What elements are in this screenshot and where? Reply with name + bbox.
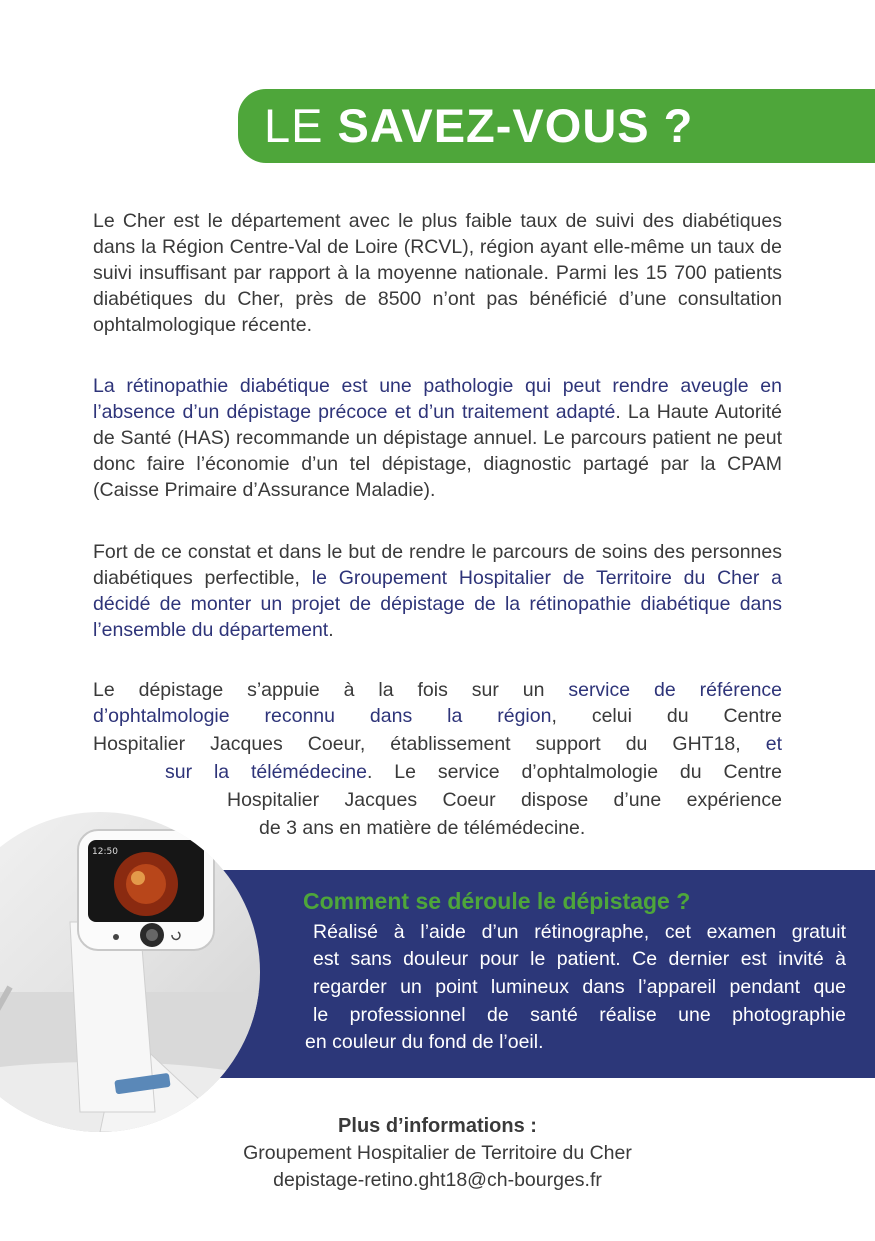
footer-title: Plus d’informations :	[338, 1115, 537, 1137]
screening-line-4	[165, 759, 782, 785]
screening-line-3	[93, 731, 782, 757]
how-it-works-line: en couleur du fond de l’oeil.	[305, 1031, 544, 1053]
how-it-works-line: est sans douleur pour le patient. Ce dernier est invité à	[313, 948, 846, 970]
screening-line-3-highlight: et	[765, 733, 782, 755]
footer-organization: Groupement Hospitalier de Territoire du Cher	[243, 1142, 632, 1164]
retinopathy-rest: . La Haute Autorité de Santé (HAS) recommande un dépistage annuel. Le parcours patient ne peut donc faire l’économie d’un tel dépistage, diagnostic partagé par la CPAM (Caisse Primaire d’Assurance Maladie).	[93, 401, 782, 501]
screening-line-4-highlight: sur la télémédecine	[165, 761, 367, 783]
paragraph-context: Le Cher est le département avec le plus faible taux de suivi des diabétiques dans la Région Centre-Val de Loire (RCVL), région ayant elle-même un taux de suivi insuffisant par rapport à la moyenne nationale. Parmi les 15 700 patients diabétiques du Cher, près de 8500 n’ont pas bénéficié d’une consultation ophtalmologique récente.	[93, 210, 782, 336]
screening-line-1	[93, 677, 782, 703]
title-banner	[238, 89, 875, 163]
screening-line-5: Hospitalier Jacques Coeur dispose d’une expérience	[227, 789, 782, 811]
screening-line-1-highlight: service de référence	[568, 679, 783, 701]
screening-line-4-text: . Le service d’ophtalmologie du Centre	[367, 761, 783, 783]
how-it-works-line: regarder un point lumineux dans l’appareil pendant que	[313, 976, 846, 998]
retinograph-photo	[0, 812, 260, 1132]
screening-line-1-text: Le dépistage s’appuie à la fois sur un	[93, 679, 569, 701]
title-prefix: LE	[264, 99, 338, 152]
retinograph-device-illustration	[0, 812, 260, 1132]
screening-line-3-text: Hospitalier Jacques Coeur, établissement support du GHT18,	[93, 733, 766, 755]
screening-line-2-highlight: d’ophtalmologie reconnu dans la région	[93, 705, 552, 727]
how-it-works-line: le professionnel de santé réalise une photographie	[313, 1004, 846, 1026]
device-screen-time: 12:50	[92, 847, 118, 857]
how-it-works-line: Réalisé à l’aide d’un rétinographe, cet examen gratuit	[313, 921, 846, 943]
project-highlight: le Groupement Hospitalier de Territoire du Cher a décidé de monter un projet de dépistage de la rétinopathie diabétique dans l’ensemble du département	[93, 567, 782, 641]
paragraph-retinopathy	[93, 373, 782, 503]
project-end: .	[328, 619, 334, 641]
screening-line-2	[93, 703, 782, 729]
screening-line-2-text: , celui du Centre	[551, 705, 783, 727]
project-start: Fort de ce constat et dans le but de rendre le parcours de soins des personnes diabétiques perfectible,	[93, 541, 782, 589]
title-bold: SAVEZ-VOUS ?	[337, 99, 694, 152]
footer-email[interactable]: depistage-retino.ght18@ch-bourges.fr	[273, 1169, 602, 1191]
retinopathy-highlight: La rétinopathie diabétique est une pathologie qui peut rendre aveugle en l’absence d’un dépistage précoce et d’un traitement adapté	[93, 375, 782, 423]
screening-line-6: de 3 ans en matière de télémédecine.	[259, 817, 586, 839]
how-it-works-title: Comment se déroule le dépistage ?	[303, 888, 691, 914]
paragraph-project	[93, 539, 782, 643]
